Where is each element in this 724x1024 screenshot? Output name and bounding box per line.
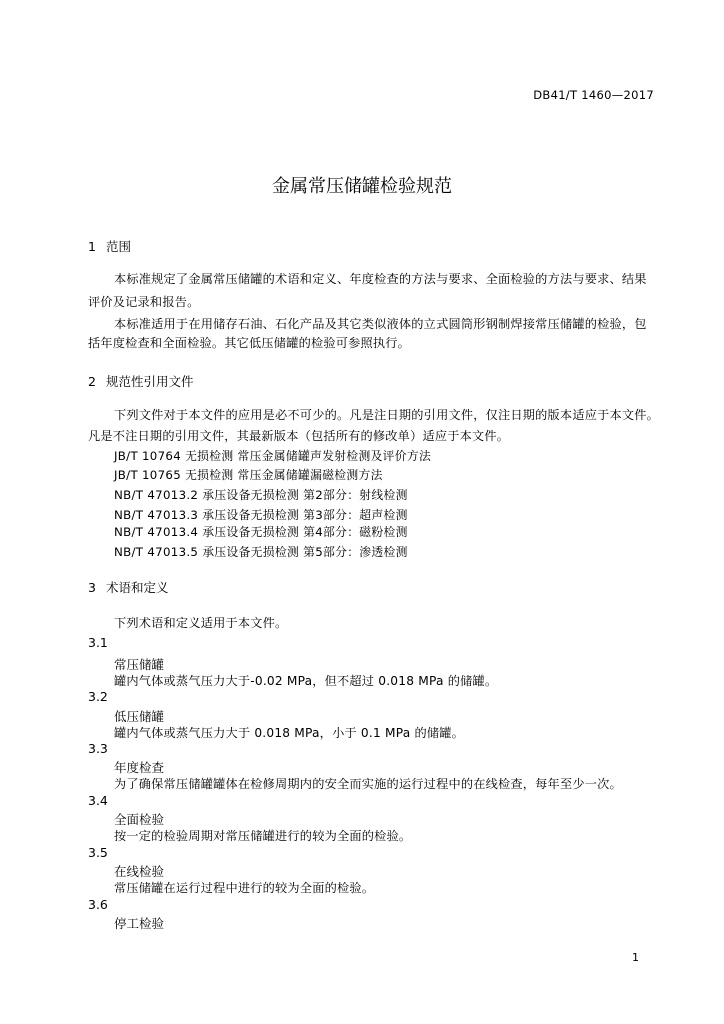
section-title: 范围: [106, 239, 132, 254]
section-number: 2: [88, 374, 96, 389]
section-heading-3: [88, 578, 169, 596]
term-number: 3.5: [88, 845, 108, 860]
term-definition: 罐内气体或蒸气压力大于 0.018 MPa，小于 0.1 MPa 的储罐。: [114, 726, 464, 740]
term-number: 3.2: [88, 689, 108, 704]
page-title: 金属常压储罐检验规范: [272, 176, 452, 197]
term-name: 在线检验: [114, 864, 165, 879]
scope-paragraph-2-line-1: 本标准适用于在用储存石油、石化产品及其它类似液体的立式圆筒形钢制焊接常压储罐的检验，包: [114, 317, 647, 331]
term-number: 3.4: [88, 793, 108, 808]
term-name: 年度检查: [114, 760, 165, 775]
section-heading-2: [88, 372, 194, 390]
term-number: 3.1: [88, 635, 108, 650]
section-title: 术语和定义: [106, 580, 169, 595]
reference-item: NB/T 47013.4 承压设备无损检测 第4部分：磁粉检测: [114, 525, 408, 539]
section-title: 规范性引用文件: [106, 374, 194, 389]
page-number: 1: [632, 951, 639, 964]
section-number: 1: [88, 239, 96, 254]
term-definition: 罐内气体或蒸气压力大于-0.02 MPa，但不超过 0.018 MPa 的储罐。: [114, 674, 498, 688]
term-definition: 常压储罐在运行过程中进行的较为全面的检验。: [114, 881, 375, 895]
section-number: 3: [88, 580, 96, 595]
reference-item: NB/T 47013.2 承压设备无损检测 第2部分：射线检测: [114, 488, 408, 502]
term-name: 低压储罐: [114, 709, 165, 724]
reference-item: NB/T 47013.5 承压设备无损检测 第5部分：渗透检测: [114, 545, 408, 559]
doc-code-header: DB41/T 1460—2017: [533, 88, 654, 102]
term-number: 3.6: [88, 897, 108, 912]
terms-intro: 下列术语和定义适用于本文件。: [114, 616, 288, 630]
reference-item: NB/T 47013.3 承压设备无损检测 第3部分：超声检测: [114, 508, 408, 522]
scope-paragraph-1-line-1: 本标准规定了金属常压储罐的术语和定义、年度检查的方法与要求、全面检验的方法与要求、结果: [114, 272, 647, 286]
term-name: 全面检验: [114, 812, 165, 827]
term-definition: 为了确保常压储罐罐体在检修周期内的安全而实施的运行过程中的在线检查，每年至少一次。: [114, 777, 622, 791]
section-heading-1: [88, 237, 131, 255]
scope-paragraph-2-line-2: 括年度检查和全面检验。其它低压储罐的检验可参照执行。: [88, 336, 411, 350]
term-name: 常压储罐: [114, 657, 165, 672]
reference-item: JB/T 10765 无损检测 常压金属储罐漏磁检测方法: [114, 468, 383, 482]
refs-intro-line-2: 凡是不注日期的引用文件，其最新版本（包括所有的修改单）适应于本文件。: [88, 429, 510, 443]
refs-intro-line-1: 下列文件对于本文件的应用是必不可少的。凡是注日期的引用文件，仅注日期的版本适应于本文件。: [114, 408, 660, 422]
term-number: 3.3: [88, 741, 108, 756]
reference-item: JB/T 10764 无损检测 常压金属储罐声发射检测及评价方法: [114, 449, 432, 463]
term-definition: 按一定的检验周期对常压储罐进行的较为全面的检验。: [114, 829, 412, 843]
scope-paragraph-1-line-2: 评价及记录和报告。: [88, 295, 200, 309]
term-name: 停工检验: [114, 916, 165, 931]
